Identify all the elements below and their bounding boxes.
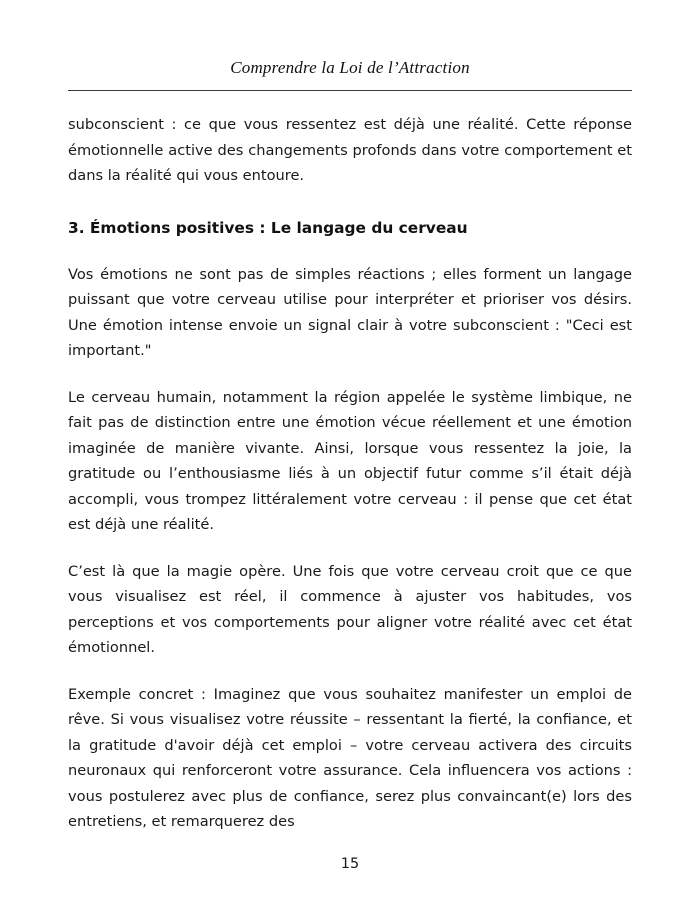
page-content — [68, 112, 632, 835]
paragraph-continuation: subconscient : ce que vous ressentez est déjà une réalité. Cette réponse émotionnelle active des changements profonds dans votre comportement et dans la réalité qui vous entoure. — [68, 116, 632, 184]
book-title: Comprendre la Loi de l’Attraction — [230, 58, 470, 77]
section-heading-emotions-positives: 3. Émotions positives : Le langage du cerveau — [68, 218, 468, 237]
paragraph-emotions-langage: Vos émotions ne sont pas de simples réactions ; elles forment un langage puissant que votre cerveau utilise pour interpréter et prioriser vos désirs. Une émotion intense envoie un signal clair à votre subconscient : "Ceci est important." — [68, 265, 632, 359]
paragraph-magie-opere: C’est là que la magie opère. Une fois que votre cerveau croit que ce que vous visualisez est réel, il commence à ajuster vos habitudes, vos perceptions et vos comportements pour aligner votre réalité avec cet état émotionnel. — [68, 562, 632, 656]
header-divider — [68, 90, 632, 91]
page-header — [68, 58, 632, 78]
paragraph-exemple-concret: Exemple concret : Imaginez que vous souhaitez manifester un emploi de rêve. Si vous visualisez votre réussite – ressentant la fierté, la confiance, et la gratitude d'avoir déjà cet emploi – votre cerveau activera des circuits neuronaux qui renforceront votre assurance. Cela influencera vos actions : vous postulerez avec plus de confiance, serez plus convaincant(e) lors des entretiens, et remarquerez des — [68, 685, 632, 830]
page-number: 15 — [340, 856, 360, 872]
paragraph-systeme-limbique: Le cerveau humain, notamment la région appelée le système limbique, ne fait pas de distinction entre une émotion vécue réellement et une émotion imaginée de manière vivante. Ainsi, lorsque vous ressentez la joie, la gratitude ou l’enthousiasme liés à un objectif futur comme s’il était déjà accompli, vous trompez littéralement votre cerveau : il pense que cet état est déjà une réalité. — [68, 388, 632, 533]
